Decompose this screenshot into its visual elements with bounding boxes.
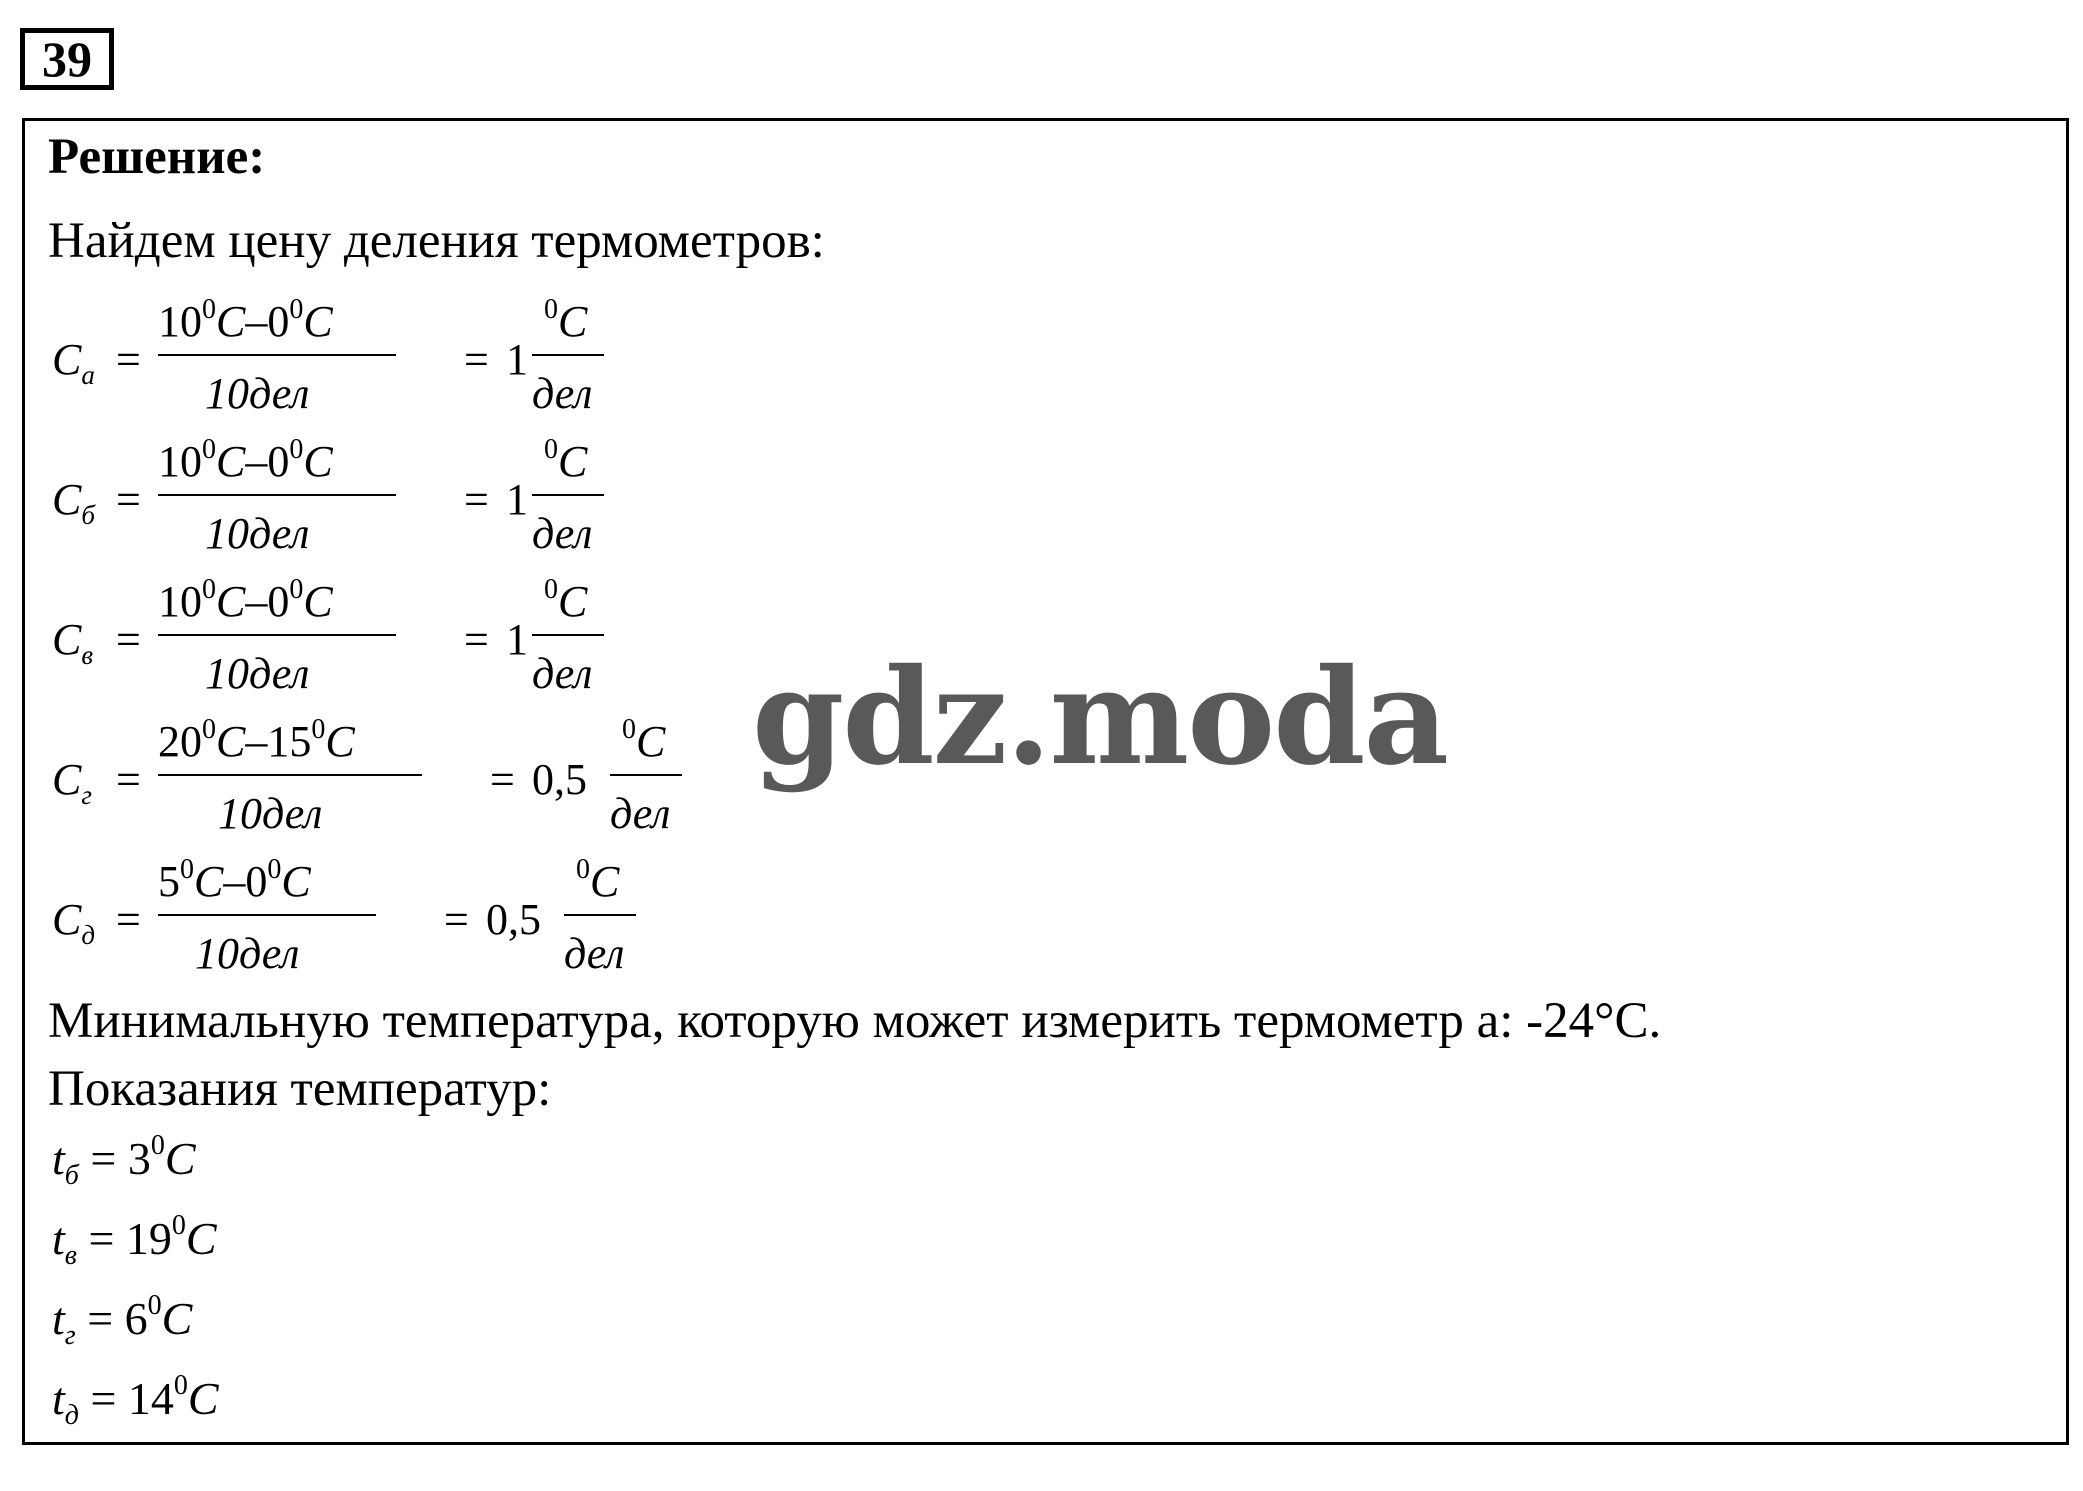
equals-sign: = [78,1373,128,1424]
fraction-denominator [205,368,309,419]
equals-sign: = [464,475,489,524]
reading-letter: t [52,1133,65,1184]
formula-subscript: г [81,780,92,810]
fraction-denominator [205,508,309,559]
numerator-value-a: 20 [158,717,202,766]
task-number: 39 [42,31,92,87]
denominator-text: 10дел [218,789,323,838]
min-temperature-text: Минимальную температура, которую может измерить термометр а: -24°С. [48,993,1662,1049]
equals-sign: = [76,1213,126,1264]
numerator-unit-a: C [216,577,246,626]
degree-mark: 0 [173,1370,188,1401]
unit-numerator-text: C [558,437,588,486]
equals-sign: = [464,335,489,384]
formula-symbol [52,614,93,671]
degree-mark: 0 [289,294,304,325]
formula-symbol [52,894,95,951]
unit-denominator: дел [532,369,593,418]
unit-denominator: дел [610,789,671,838]
degree-mark: 0 [311,714,326,745]
temperature-reading [52,1210,217,1272]
result-coefficient: 1 [506,335,528,384]
formula-letter: C [52,755,82,804]
result-coefficient: 0,5 [486,895,541,944]
denominator-text: 10дел [205,509,310,558]
degree-mark: 0 [202,714,216,745]
degree-mark: 0 [544,574,558,605]
numerator-unit-b: C [281,857,311,906]
division-formula [52,294,752,428]
reading-subscript: г [64,1320,76,1351]
fraction-numerator [158,574,333,627]
unit-numerator-text: C [558,297,588,346]
formula-letter: C [52,895,82,944]
denominator-text: 10дел [195,929,300,978]
degree-mark: 0 [202,434,216,465]
reading-subscript: д [64,1400,79,1431]
numerator-unit-b: C [303,297,333,346]
formula-letter: C [52,475,82,524]
reading-letter: t [52,1373,65,1424]
degree-mark: 0 [289,574,304,605]
unit-numerator [544,294,587,347]
division-formula [52,574,752,708]
division-formula [52,714,752,848]
degree-mark: 0 [544,294,558,325]
numerator-unit-a: C [216,717,246,766]
formula-symbol [52,334,95,391]
equals-sign: = [444,895,469,944]
unit-denominator: дел [532,649,593,698]
unit-numerator [544,574,587,627]
equals-sign: = [116,475,141,524]
readings-title: Показания температур: [48,1061,552,1117]
unit-numerator-text: C [636,717,666,766]
reading-subscript: в [64,1240,77,1271]
numerator-unit-b: C [303,577,333,626]
fraction-denominator [205,648,309,699]
minus-sign: – [245,717,268,766]
fraction-denominator [195,928,299,979]
fraction-numerator [158,854,311,907]
numerator-unit-b: C [325,717,355,766]
minus-sign: – [245,297,268,346]
equals-sign: = [490,755,515,804]
fraction-numerator [158,434,333,487]
fraction-bar [532,494,604,496]
fraction-denominator [218,788,322,839]
formula-subscript: б [81,500,95,530]
fraction-numerator [158,714,355,767]
denominator-text: 10дел [205,649,310,698]
numerator-unit-a: C [216,297,246,346]
reading-unit: C [164,1133,196,1184]
unit-numerator-text: C [590,857,620,906]
task-number-box [20,28,114,90]
reading-value: 3 [127,1133,151,1184]
fraction-numerator [158,294,333,347]
fraction-bar [532,354,604,356]
degree-mark: 0 [171,1210,186,1241]
unit-denominator: дел [532,509,593,558]
unit-numerator [622,714,665,767]
minus-sign: – [223,857,246,906]
numerator-value-b: 0 [267,577,290,626]
degree-mark: 0 [576,854,590,885]
numerator-value-a: 10 [158,297,202,346]
result-coefficient: 1 [506,475,528,524]
degree-mark: 0 [544,434,558,465]
reading-unit: C [161,1293,193,1344]
fraction-bar [532,634,604,636]
degree-mark: 0 [622,714,636,745]
fraction-bar [610,774,682,776]
equals-sign: = [116,755,141,804]
fraction-bar [158,494,396,496]
solution-heading: Решение: [48,129,266,185]
formula-subscript: а [81,360,95,390]
division-formula [52,854,752,988]
intro-text: Найдем цену деления термометров: [48,213,825,269]
numerator-value-a: 10 [158,437,202,486]
formula-letter: C [52,615,82,664]
numerator-value-b: 0 [267,437,290,486]
numerator-value-a: 10 [158,577,202,626]
temperature-reading [52,1370,219,1432]
minus-sign: – [245,577,268,626]
formula-subscript: д [81,920,96,950]
formula-symbol [52,474,95,531]
fraction-bar [158,914,376,916]
degree-mark: 0 [267,854,282,885]
unit-denominator: дел [564,929,625,978]
degree-mark: 0 [289,434,304,465]
reading-value: 19 [125,1213,172,1264]
reading-subscript: б [64,1160,79,1191]
degree-mark: 0 [180,854,194,885]
unit-numerator-text: C [558,577,588,626]
equals-sign: = [75,1293,125,1344]
reading-letter: t [52,1213,65,1264]
temperature-reading [52,1130,196,1192]
division-formula [52,434,752,568]
numerator-unit-a: C [216,437,246,486]
fraction-bar [158,634,396,636]
formula-subscript: в [81,640,94,670]
reading-value: 6 [124,1293,148,1344]
numerator-value-b: 15 [267,717,312,766]
denominator-text: 10дел [205,369,310,418]
equals-sign: = [116,895,141,944]
degree-mark: 0 [150,1130,165,1161]
temperature-reading [52,1290,192,1352]
degree-mark: 0 [202,294,216,325]
equals-sign: = [464,615,489,664]
reading-unit: C [187,1373,219,1424]
degree-mark: 0 [147,1290,162,1321]
numerator-value-b: 0 [245,857,268,906]
formula-symbol [52,754,92,811]
numerator-value-b: 0 [267,297,290,346]
unit-numerator [544,434,587,487]
fraction-bar [158,354,396,356]
equals-sign: = [116,615,141,664]
result-coefficient: 0,5 [532,755,587,804]
formula-letter: C [52,335,82,384]
result-coefficient: 1 [506,615,528,664]
equals-sign: = [116,335,141,384]
minus-sign: – [245,437,268,486]
reading-value: 14 [127,1373,174,1424]
numerator-unit-b: C [303,437,333,486]
unit-numerator [576,854,619,907]
reading-unit: C [185,1213,217,1264]
watermark-logo: gdz.moda [752,640,1448,795]
equals-sign: = [78,1133,128,1184]
fraction-bar [158,774,422,776]
degree-mark: 0 [202,574,216,605]
numerator-unit-a: C [194,857,224,906]
reading-letter: t [52,1293,65,1344]
fraction-bar [564,914,636,916]
numerator-value-a: 5 [158,857,180,906]
